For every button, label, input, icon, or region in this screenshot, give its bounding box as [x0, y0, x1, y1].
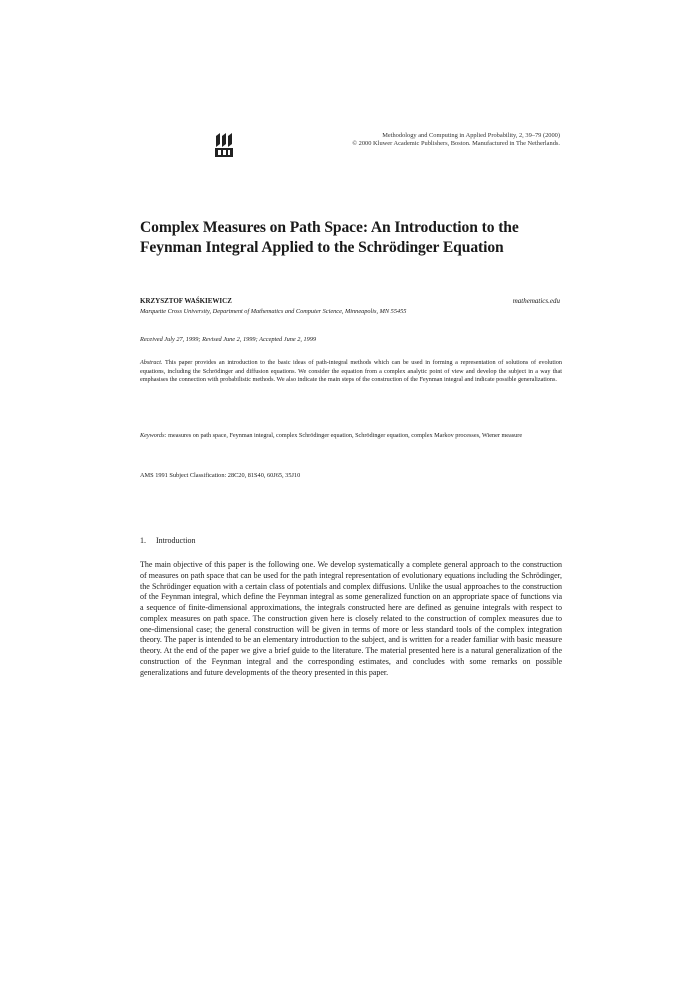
abstract-text: This paper provides an introduction to the basic ideas of path-integral methods which can be used in forming a representation of solutions of evolution equations, including the Schrödinger and diffusion equations. We consider the equation from a complex analytic point of view and develop the subject in a way that emphasises the connection with probabilistic methods. We also indicate the main steps of the construction of the Feynman integral and indicate possible generalizations.: [140, 359, 562, 384]
subject-classification: AMS 1991 Subject Classification: 28C20, 81S40, 60J65, 35J10: [140, 472, 301, 479]
journal-copyright-line: © 2000 Kluwer Academic Publishers, Boston. Manufactured in The Netherlands.: [352, 140, 560, 147]
author-affiliation: Marquette Cross University, Department of Mathematics and Computer Science, Minneapolis, MN 55455: [140, 308, 407, 315]
keywords-text: measures on path space, Feynman integral, complex Schrödinger equation, Schrödinger equation, complex Markov processes, Wiener measure: [168, 432, 523, 439]
journal-citation: [252, 132, 560, 148]
received-dates: Received July 27, 1999; Revised June 2, 1999; Accepted June 2, 1999: [140, 336, 317, 343]
author-name: KRZYSZTOF WAŚKIEWICZ: [140, 297, 232, 305]
publisher-logo-icon: [213, 132, 235, 158]
body-paragraph: The main objective of this paper is the following one. We develop systematically a complete general approach to the construction of measures on path space that can be used for the path integral representation of evolutionary equations including the Schrödinger, the Schrödinger equation with a certain class of potentials and complex diffusions. Unlike the usual approaches to the construction of the Feynman integral, which define the Feynman integral as some generalized function on an appropriate space of functions via a sequence of finite-dimensional approximations, the integrals constructed here are defined as genuine integrals with respect to complex measures on path space. The construction given here is closely related to the construction of complex measures due to one-dimensional case; the general construction will be given in terms of more or less standard tools of the complex integration theory. The paper is intended to be an elementary introduction to the subject, and is written for a reader familiar with basic measure theory. At the end of the paper we give a brief guide to the literature. The material presented here is a natural generalization of the construction of the Feynman integral and the corresponding estimates, and concludes with some remarks on possible generalizations and future developments of the theory presented in this paper.: [140, 560, 562, 677]
section-heading: [140, 536, 196, 546]
paper-title: Complex Measures on Path Space: An Introduction to the Feynman Integral Applied to the Schrödinger Equation: [140, 219, 519, 256]
abstract: [140, 359, 562, 385]
journal-citation-line: Methodology and Computing in Applied Probability, 2, 39–79 (2000): [382, 132, 560, 139]
section-title: Introduction: [156, 536, 196, 545]
section-number: 1.: [140, 536, 146, 545]
abstract-label: Abstract.: [140, 359, 163, 366]
author-row: [140, 297, 560, 307]
keywords: [140, 432, 562, 441]
author-email: mathematics.edu: [512, 297, 560, 305]
keywords-label: Keywords:: [140, 432, 167, 439]
